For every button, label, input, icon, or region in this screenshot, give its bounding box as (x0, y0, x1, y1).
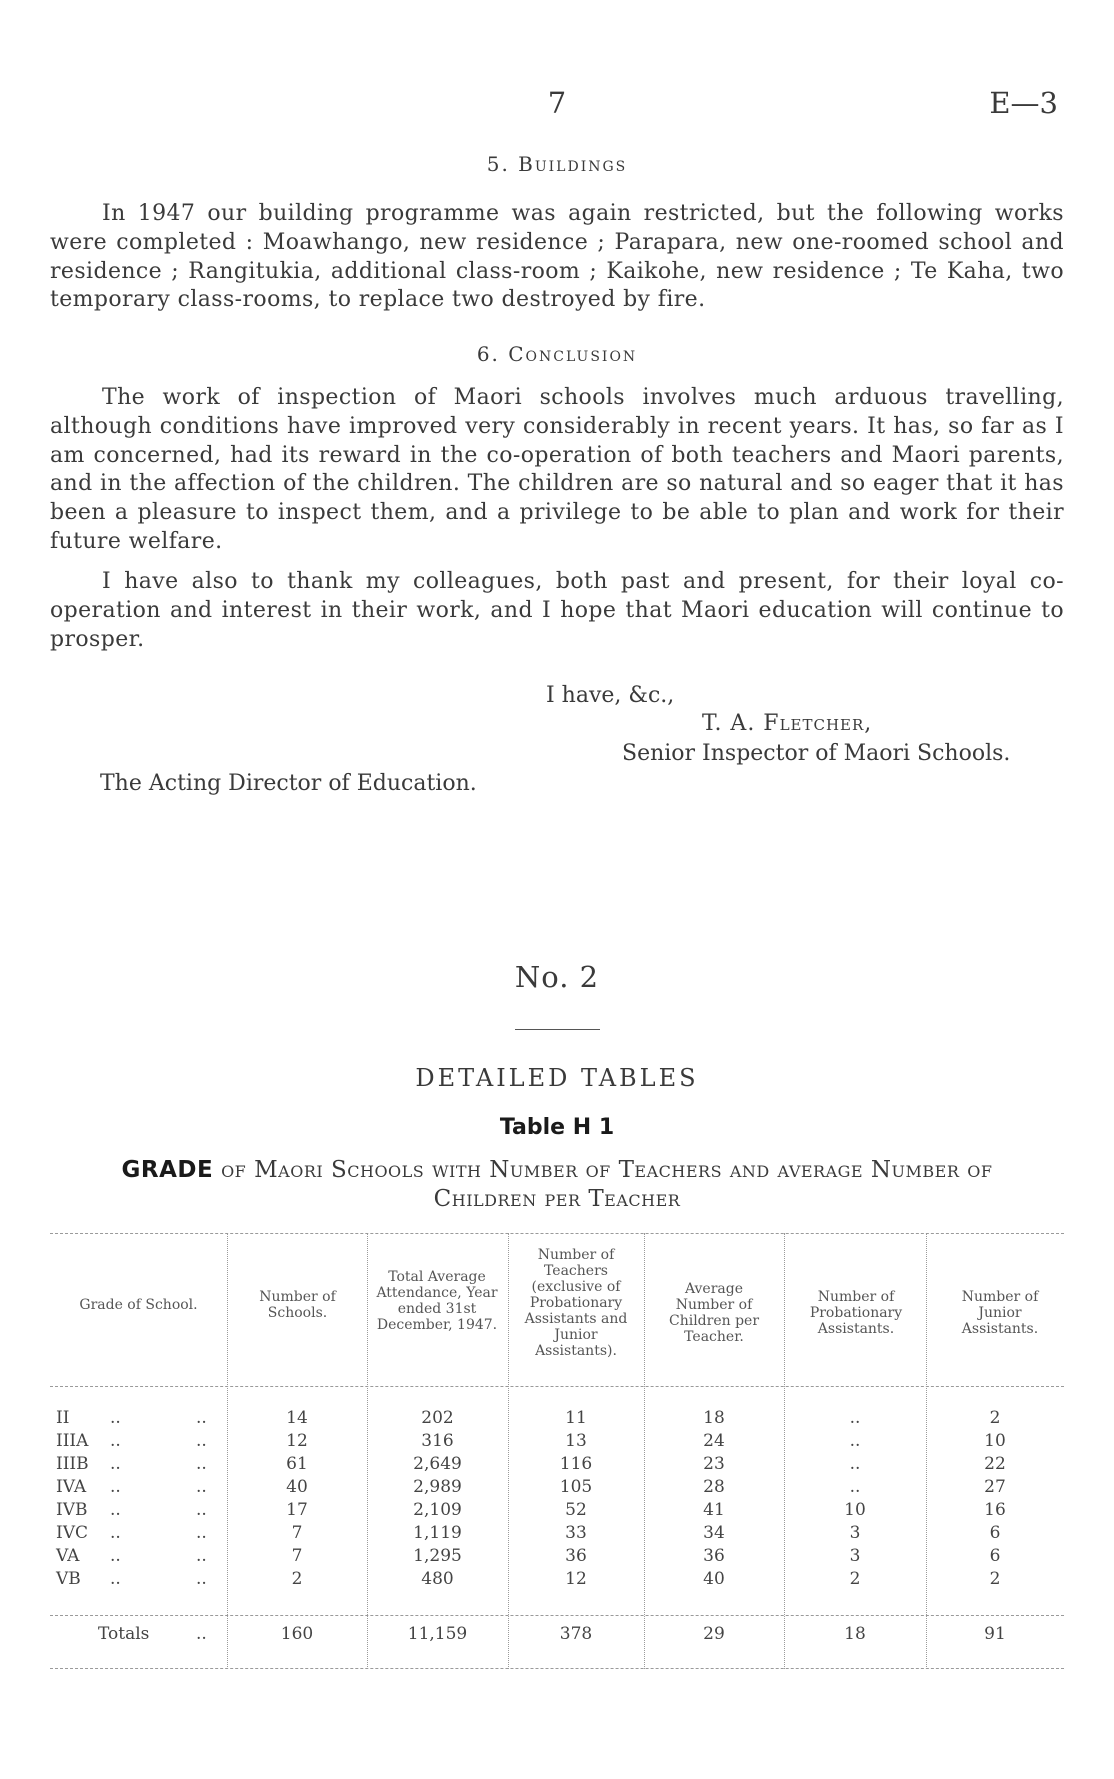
table-title-bold: GRADE (121, 1157, 214, 1183)
leader-dots: .. (110, 1477, 121, 1497)
teachers-cell: 52 (565, 1500, 587, 1520)
teachers-cell: 11 (565, 1408, 587, 1428)
schools-cell: 17 (286, 1500, 308, 1520)
probationary-cell: .. (849, 1477, 861, 1497)
header-average: Average Number of Children per Teacher. (668, 1281, 760, 1345)
schools-cell: 2 (291, 1569, 303, 1589)
grade-cell: VB (56, 1569, 81, 1589)
leader-dots: .. (196, 1431, 207, 1451)
junior-cell: 16 (984, 1500, 1006, 1520)
section-heading: DETAILED TABLES (415, 1064, 699, 1092)
table-header-rule (50, 1386, 1064, 1387)
header-schools: Number of Schools. (259, 1289, 336, 1321)
avg-cell: 36 (703, 1546, 725, 1566)
junior-cell: 6 (989, 1546, 1001, 1566)
teachers-cell: 116 (559, 1454, 593, 1474)
column-rule (367, 1233, 368, 1669)
column-rule (644, 1233, 645, 1669)
probationary-cell: .. (849, 1408, 861, 1428)
header-junior: Number of Junior Assistants. (961, 1289, 1039, 1337)
junior-cell: 27 (984, 1477, 1006, 1497)
schools-cell: 14 (286, 1408, 308, 1428)
page-code: E—3 (989, 86, 1058, 120)
teachers-cell: 13 (565, 1431, 587, 1451)
column-rule (227, 1233, 228, 1669)
schools-cell: 7 (291, 1546, 303, 1566)
junior-cell: 22 (984, 1454, 1006, 1474)
header-grade: Grade of School. (79, 1297, 198, 1313)
column-rule (508, 1233, 509, 1669)
attendance-cell: 2,649 (413, 1454, 462, 1474)
page-number: 7 (547, 86, 567, 120)
attendance-cell: 480 (421, 1569, 454, 1589)
avg-cell: 24 (703, 1431, 725, 1451)
leader-dots: .. (110, 1569, 121, 1589)
table-top-rule (50, 1233, 1064, 1234)
leader-dots: .. (110, 1546, 121, 1566)
grade-cell: IIIA (56, 1431, 89, 1451)
attendance-cell: 1,119 (413, 1523, 462, 1543)
column-rule (926, 1233, 927, 1669)
totals-attendance: 11,159 (407, 1624, 468, 1644)
grade-table (50, 1233, 1064, 1669)
teachers-cell: 33 (565, 1523, 587, 1543)
grade-cell: IVA (56, 1477, 87, 1497)
signature-title: Senior Inspector of Maori Schools. (622, 741, 1011, 766)
schools-cell: 12 (286, 1431, 308, 1451)
grade-cell: VA (56, 1546, 80, 1566)
probationary-cell: .. (849, 1431, 861, 1451)
teachers-cell: 12 (565, 1569, 587, 1589)
conclusion-heading: 6. Conclusion (476, 342, 638, 366)
probationary-cell: 10 (844, 1500, 866, 1520)
junior-cell: 2 (989, 1408, 1001, 1428)
junior-cell: 6 (989, 1523, 1001, 1543)
schools-cell: 61 (286, 1454, 308, 1474)
teachers-cell: 36 (565, 1546, 587, 1566)
grade-cell: IVB (56, 1500, 88, 1520)
buildings-paragraph: In 1947 our building programme was again restricted, but the following works were completed : Moawhango, new residence ; Parapara, new one-roomed school and residence ; Rangitukia, additional class-room ; Kaikohe, new residence ; Te Kaha, two temporary class-rooms, to replace two destroyed by fire. (50, 201, 1064, 313)
grade-cell: II (56, 1408, 70, 1428)
leader-dots: .. (196, 1454, 207, 1474)
totals-average: 29 (703, 1624, 725, 1644)
header-teachers: Number of Teachers (exclusive of Probationary Assistants and Junior Assistants). (524, 1247, 628, 1359)
grade-cell: IIIB (56, 1454, 89, 1474)
section-divider (515, 1029, 600, 1030)
leader-dots: .. (110, 1454, 121, 1474)
avg-cell: 18 (703, 1408, 725, 1428)
leader-dots: .. (110, 1431, 121, 1451)
addressee: The Acting Director of Education. (100, 771, 477, 796)
probationary-cell: 3 (849, 1546, 861, 1566)
teachers-cell: 105 (559, 1477, 593, 1497)
header-attendance: Total Average Attendance, Year ended 31st December, 1947. (376, 1269, 498, 1333)
table-bottom-rule (50, 1668, 1064, 1669)
leader-dots: .. (196, 1523, 207, 1543)
totals-teachers: 378 (559, 1624, 593, 1644)
probationary-cell: 3 (849, 1523, 861, 1543)
totals-leader: .. (196, 1624, 207, 1644)
table-title-rest: of Maori Schools with Number of Teachers and average Number of (221, 1157, 993, 1183)
conclusion-paragraph-2: I have also to thank my colleagues, both past and present, for their loyal co-operation and interest in their work, and I hope that Maori education will continue to prosper. (50, 569, 1064, 652)
leader-dots: .. (110, 1408, 121, 1428)
avg-cell: 41 (703, 1500, 725, 1520)
grade-cell: IVC (56, 1523, 88, 1543)
attendance-cell: 202 (421, 1408, 454, 1428)
junior-cell: 2 (989, 1569, 1001, 1589)
leader-dots: .. (196, 1477, 207, 1497)
leader-dots: .. (196, 1569, 207, 1589)
attendance-cell: 2,989 (413, 1477, 462, 1497)
junior-cell: 10 (984, 1431, 1006, 1451)
buildings-heading: 5. Buildings (486, 152, 628, 176)
table-label: Table H 1 (499, 1115, 615, 1140)
schools-cell: 40 (286, 1477, 308, 1497)
totals-label: Totals (98, 1624, 150, 1644)
avg-cell: 28 (703, 1477, 725, 1497)
totals-junior: 91 (984, 1624, 1006, 1644)
signature-closing: I have, &c., (546, 683, 675, 708)
schools-cell: 7 (291, 1523, 303, 1543)
leader-dots: .. (110, 1500, 121, 1520)
probationary-cell: .. (849, 1454, 861, 1474)
leader-dots: .. (110, 1523, 121, 1543)
probationary-cell: 2 (849, 1569, 861, 1589)
avg-cell: 34 (703, 1523, 725, 1543)
totals-schools: 160 (280, 1624, 314, 1644)
column-rule (784, 1233, 785, 1669)
signature-name: T. A. Fletcher, (702, 711, 873, 736)
leader-dots: .. (196, 1500, 207, 1520)
table-title-line-2: Children per Teacher (433, 1186, 681, 1212)
attendance-cell: 1,295 (413, 1546, 462, 1566)
conclusion-paragraph-1: The work of inspection of Maori schools involves much arduous travelling, although conditions have improved very considerably in recent years. It has, so far as I am concerned, had its reward in the co-operation of both teachers and Maori parents, and in the affection of the children. The children are so natural and so eager that it has been a pleasure to inspect them, and a privilege to be able to plan and work for their future welfare. (50, 385, 1064, 554)
attendance-cell: 2,109 (413, 1500, 462, 1520)
avg-cell: 40 (703, 1569, 725, 1589)
attendance-cell: 316 (421, 1431, 454, 1451)
leader-dots: .. (196, 1546, 207, 1566)
header-probationary: Number of Probationary Assistants. (809, 1289, 903, 1337)
totals-probationary: 18 (844, 1624, 866, 1644)
avg-cell: 23 (703, 1454, 725, 1474)
section-number: No. 2 (514, 960, 600, 994)
leader-dots: .. (196, 1408, 207, 1428)
table-totals-rule (50, 1615, 1064, 1616)
table-title-line-1 (50, 1157, 1064, 1183)
